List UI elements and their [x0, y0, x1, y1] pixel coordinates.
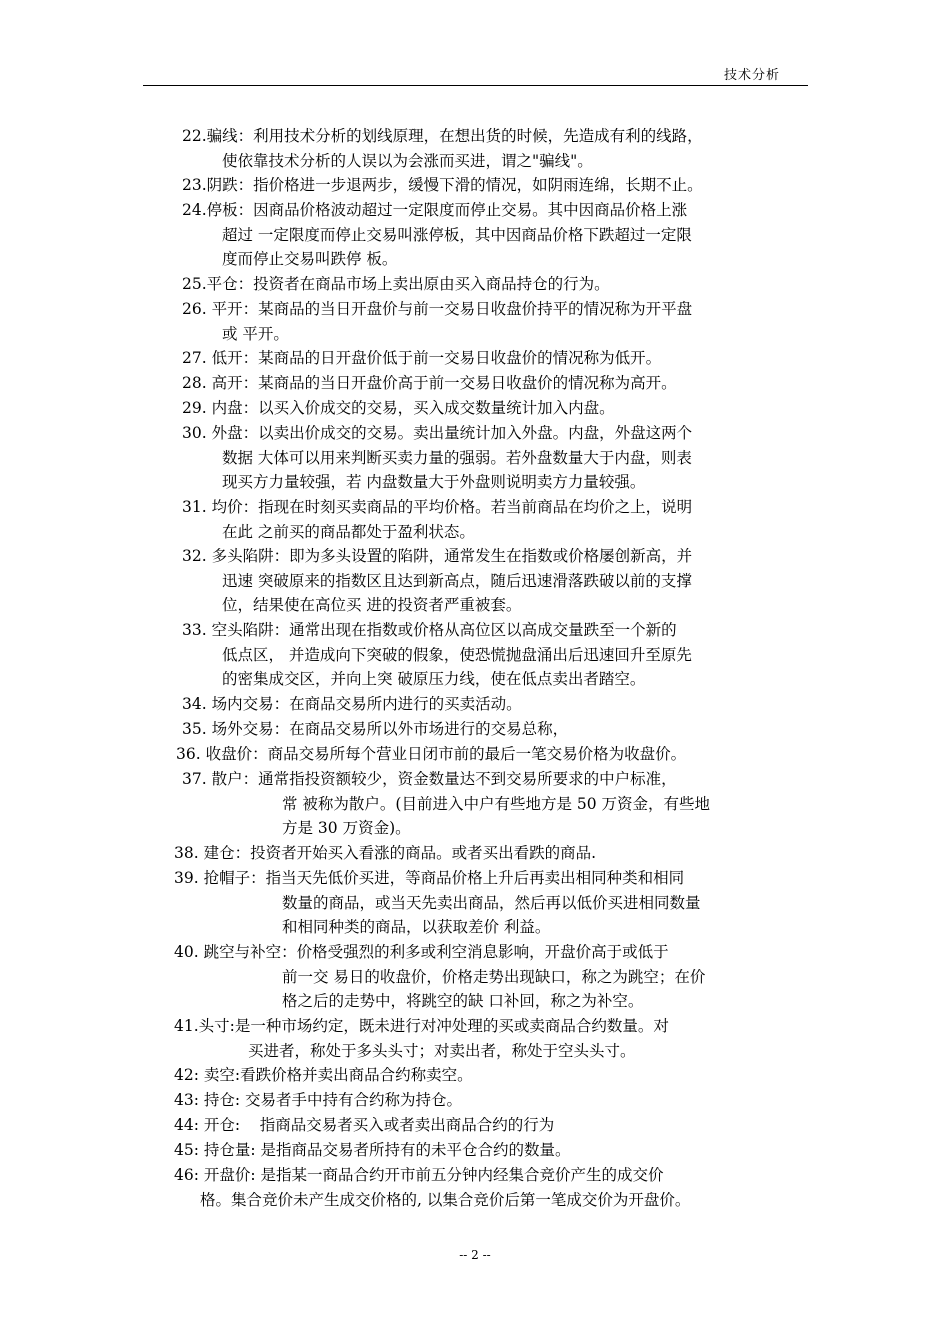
- entry-line: 40. 跳空与补空：价格受强烈的利多或利空消息影响，开盘价高于或低于: [174, 943, 669, 961]
- entry-line: 使依靠技术分析的人误以为会涨而买进，谓之"骗线"。: [222, 151, 593, 170]
- entry-line: 44: 开仓: 指商品交易者买入或者卖出商品合约的行为: [174, 1116, 555, 1134]
- entry-34: [182, 692, 522, 717]
- entry-42: [174, 1063, 473, 1088]
- entry-28: [182, 371, 677, 396]
- entry-line: 数据 大体可以用来判断买卖力量的强弱。若外盘数量大于内盘，则表: [222, 448, 692, 467]
- entry-38: [174, 841, 596, 866]
- entry-27: [182, 346, 661, 371]
- entry-32: [182, 544, 692, 618]
- entry-39: [174, 866, 701, 940]
- entry-43: [174, 1088, 462, 1113]
- entry-line: 或 平开。: [222, 324, 289, 343]
- entry-line: 45: 持仓量: 是指商品交易者所持有的未平仓合约的数量。: [174, 1141, 571, 1159]
- entry-line: 格之后的走势中，将跳空的缺 口补回，称之为补空。: [282, 992, 644, 1010]
- entry-line: 22.骗线：利用技术分析的划线原理，在想出货的时候，先造成有利的线路，: [182, 127, 703, 145]
- entry-line: 28. 高开：某商品的当日开盘价高于前一交易日收盘价的情况称为高开。: [182, 374, 677, 392]
- entry-line: 常 被称为散户。(目前进入中户有些地方是 50 万资金，有些地: [282, 794, 711, 813]
- entry-line: 迅速 突破原来的指数区且达到新高点，随后迅速滑落跌破以前的支撑: [222, 571, 692, 590]
- header-title: 技术分析: [724, 68, 781, 83]
- header-rule: [143, 85, 808, 86]
- entry-46: [174, 1163, 690, 1212]
- entry-33: [182, 618, 692, 692]
- entry-45: [174, 1138, 571, 1163]
- entry-line: 41.头寸:是一种市场约定，既未进行对冲处理的买或卖商品合约数量。对: [174, 1017, 669, 1035]
- entry-line: 26. 平开：某商品的当日开盘价与前一交易日收盘价持平的情况称为开平盘: [182, 300, 693, 318]
- entry-22: [182, 124, 703, 173]
- entry-line: 超过 一定限度而停止交易叫涨停板，其中因商品价格下跌超过一定限: [222, 225, 692, 244]
- entry-line: 现买方力量较强，若 内盘数量大于外盘则说明卖方力量较强。: [222, 473, 646, 491]
- entry-30: [182, 421, 692, 495]
- page-number: -- 2 --: [459, 1248, 491, 1262]
- entry-44: [174, 1113, 554, 1138]
- entry-line: 前一交 易日的收盘价，价格走势出现缺口，称之为跳空；在价: [282, 967, 706, 986]
- entry-25: [182, 272, 610, 297]
- entry-line: 39. 抢帽子：指当天先低价买进，等商品价格上升后再卖出相同种类和相同: [174, 869, 685, 887]
- entry-line: 30. 外盘：以卖出价成交的交易。卖出量统计加入外盘。内盘，外盘这两个: [182, 424, 693, 442]
- entry-23: [182, 173, 703, 198]
- entry-line: 23.阴跌：指价格进一步退两步，缓慢下滑的情况，如阴雨连绵，长期不止。: [182, 176, 703, 194]
- entry-36: [176, 742, 686, 767]
- entry-line: 38. 建仓：投资者开始买入看涨的商品。或者买出看跌的商品.: [174, 844, 597, 862]
- entry-line: 度而停止交易叫跌停 板。: [222, 250, 398, 268]
- entry-line: 的密集成交区，并向上突 破原压力线，使在低点卖出者踏空。: [222, 670, 646, 688]
- entry-line: 数量的商品，或当天先卖出商品，然后再以低价买进相同数量: [282, 893, 701, 912]
- entry-line: 36. 收盘价：商品交易所每个营业日闭市前的最后一笔交易价格为收盘价。: [176, 745, 687, 763]
- entry-line: 46: 开盘价: 是指某一商品合约开市前五分钟内经集合竞价产生的成交价: [174, 1166, 664, 1184]
- entry-line: 位，结果使在高位买 进的投资者严重被套。: [222, 596, 522, 614]
- entry-29: [182, 396, 615, 421]
- entry-31: [182, 495, 692, 544]
- entry-line: 31. 均价：指现在时刻买卖商品的平均价格。若当前商品在均价之上，说明: [182, 498, 693, 516]
- entry-line: 33. 空头陷阱：通常出现在指数或价格从高位区以高成交量跌至一个新的: [182, 621, 677, 639]
- entry-line: 32. 多头陷阱：即为多头设置的陷阱，通常发生在指数或价格屡创新高，并: [182, 547, 693, 565]
- entry-line: 方是 30 万资金)。: [282, 819, 411, 837]
- entry-line: 29. 内盘：以买入价成交的交易，买入成交数量统计加入内盘。: [182, 399, 615, 417]
- entry-line: 42: 卖空:看跌价格并卖出商品合约称卖空。: [174, 1066, 473, 1084]
- entry-line: 低点区， 并造成向下突破的假象，使恐慌抛盘涌出后迅速回升至原先: [222, 645, 692, 664]
- entry-line: 35. 场外交易：在商品交易所以外市场进行的交易总称，: [182, 720, 569, 738]
- entry-line: 37. 散户：通常指投资额较少，资金数量达不到交易所要求的中户标准，: [182, 770, 677, 788]
- entry-24: [182, 198, 692, 272]
- entry-line: 27. 低开：某商品的日开盘价低于前一交易日收盘价的情况称为低开。: [182, 349, 662, 367]
- entry-line: 和相同种类的商品，以获取差价 利益。: [282, 918, 551, 936]
- entry-line: 格。集合竞价未产生成交价格的, 以集合竞价后第一笔成交价为开盘价。: [200, 1190, 691, 1209]
- entry-40: [174, 940, 705, 1014]
- entry-26: [182, 297, 692, 346]
- entry-35: [182, 717, 568, 742]
- entry-line: 24.停板：因商品价格波动超过一定限度而停止交易。其中因商品价格上涨: [182, 201, 688, 219]
- entry-line: 34. 场内交易：在商品交易所内进行的买卖活动。: [182, 695, 522, 713]
- entry-41: [174, 1014, 669, 1063]
- entry-37: [182, 767, 710, 841]
- entry-line: 买进者，称处于多头头寸；对卖出者，称处于空头头寸。: [248, 1041, 636, 1060]
- entry-line: 在此 之前买的商品都处于盈利状态。: [222, 522, 475, 541]
- entry-line: 25.平仓：投资者在商品市场上卖出原由买入商品持仓的行为。: [182, 275, 610, 293]
- entry-line: 43: 持仓: 交易者手中持有合约称为持仓。: [174, 1091, 463, 1109]
